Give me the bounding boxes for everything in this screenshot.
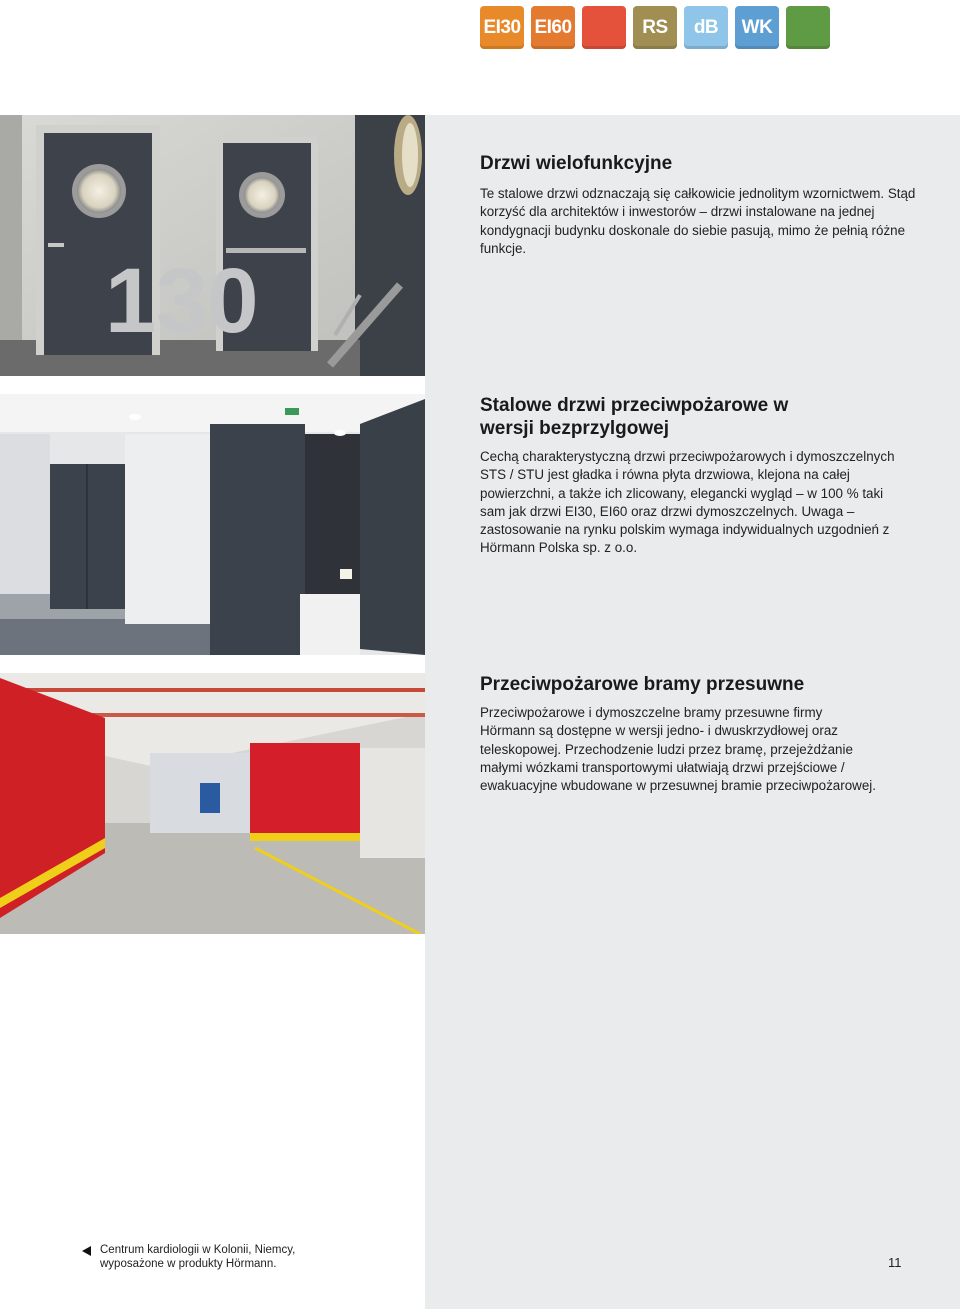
section-fire-sliding-gates bbox=[480, 673, 880, 795]
caption-text: Centrum kardiologii w Kolonii, Niemcy, wyposażone w produkty Hörmann. bbox=[100, 1244, 296, 1270]
badge-fire bbox=[582, 6, 626, 49]
photo-flush-fire-doors bbox=[0, 394, 425, 655]
section-title: Przeciwpożarowe bramy przesuwne bbox=[480, 674, 805, 695]
section-flush-fire-doors bbox=[480, 394, 910, 558]
badge-wk: WK bbox=[735, 6, 779, 49]
section-title: Drzwi wielofunkcyjne bbox=[480, 153, 673, 174]
section-body: Cechą charakterystyczną drzwi przeciwpożarowych i dymoszczelnych STS / STU jest gładka i równa płyta drzwiowa, klejona na całej powierzchni, a także ich zlicowany, elegancki wygląd – w 100 % taki sam jak drzwi EI30, EI60 oraz drzwi dymoszczelnych. Uwaga – zastosowanie na rynku polskim wymaga indywidualnych uzgodnień z Hörmann Polska sp. z o.o. bbox=[480, 449, 895, 556]
section-body: Przeciwpożarowe i dymoszczelne bramy przesuwne firmy Hörmann są dostępne w wersji jedno- i dwuskrzydłowej oraz teleskopowej. Przechodzenie ludzi przez bramę, przejeżdżanie małymi wózkami transportowymi ułatwiają drzwi przejściowe / ewakuacyjne wbudowane w przesuwnej bramie przeciwpożarowej. bbox=[480, 705, 876, 794]
photo-fire-sliding-gates bbox=[0, 673, 425, 934]
section-body: Te stalowe drzwi odznaczają się całkowicie jednolitym wzornictwem. Stąd korzyść dla architektów i inwestorów – drzwi instalowane na jednej kondygnacji budynku doskonale do siebie pasują, mimo że pełnią różne funkcje. bbox=[480, 186, 916, 256]
section-title: Stalowe drzwi przeciwpożarowe w wersji bezprzylgowej bbox=[480, 395, 789, 439]
badge-rs: RS bbox=[633, 6, 677, 49]
section-multifunctional-doors bbox=[480, 152, 920, 258]
badge-ei30: EI30 bbox=[480, 6, 524, 49]
door-sign-number: 130 bbox=[105, 250, 259, 352]
photo-multifunctional-doors bbox=[0, 115, 425, 376]
badge-green bbox=[786, 6, 830, 49]
left-arrow-icon bbox=[82, 1246, 91, 1256]
badge-db: dB bbox=[684, 6, 728, 49]
badge-ei60: EI60 bbox=[531, 6, 575, 49]
page-number: 11 bbox=[888, 1255, 902, 1270]
